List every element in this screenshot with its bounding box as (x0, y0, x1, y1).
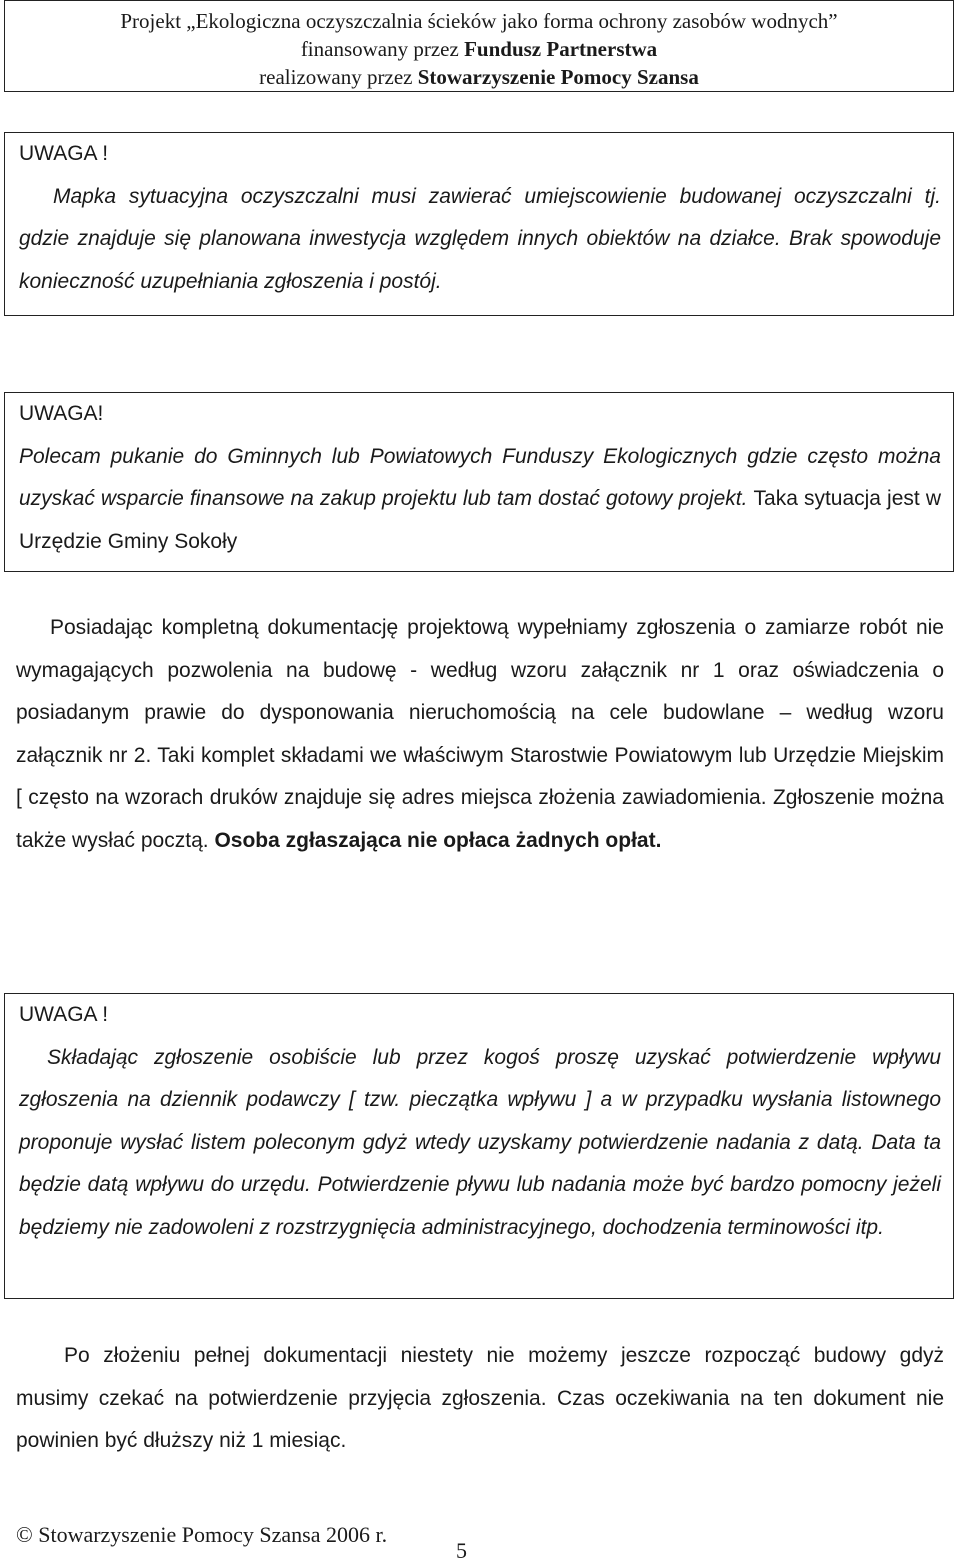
warning-text: Mapka sytuacyjna oczyszczalni musi zawierać umiejscowienie budowanej oczyszczalni tj. gdzie znajduje się planowana inwestycja względem innych obiektów na działce. Brak spowoduje konieczność uzupełniania zgłoszenia i postój. (19, 184, 941, 293)
organization-name: Stowarzyszenie Pomocy Szansa (417, 65, 699, 89)
header-line-2: finansowany przez Fundusz Partnerstwa (300, 37, 658, 61)
header-line-3: realizowany przez Stowarzyszenie Pomocy Szansa (259, 65, 699, 89)
warning-title: UWAGA! (19, 402, 104, 425)
warning-title: UWAGA ! (19, 1003, 109, 1026)
warning-box-confirmation (4, 993, 954, 1299)
final-paragraph: Po złożeniu pełnej dokumentacji niestety nie możemy jeszcze rozpocząć budowy gdyż musimy czekać na potwierdzenie przyjęcia zgłoszenia. Czas oczekiwania na ten dokument nie powinien być dłuższy niż 1 miesiąc. (16, 1344, 944, 1452)
project-header (4, 0, 954, 92)
footer-copyright: © Stowarzyszenie Pomocy Szansa 2006 r. (16, 1522, 388, 1547)
warning-text: Polecam pukanie do Gminnych lub Powiatowych Funduszy Ekologicznych gdzie często można uzyskać wsparcie finansowe na zakup projektu lub tam dostać gotowy projekt. Taka sytuacja jest w Urzędzie Gminy Sokoły (19, 444, 941, 553)
header-line-1: Projekt „Ekologiczna oczyszczalnia ścieków jako forma ochrony zasobów wodnych” (120, 9, 838, 33)
warning-box-funding (4, 392, 954, 572)
warning-box-site-map (4, 132, 954, 316)
fee-notice: Osoba zgłaszająca nie opłaca żadnych opłat. (214, 828, 662, 852)
warning-title: UWAGA ! (19, 142, 109, 165)
funder-name: Fundusz Partnerstwa (464, 37, 658, 61)
main-paragraph: Posiadając kompletną dokumentację projektową wypełniamy zgłoszenia o zamiarze robót nie wymagających pozwolenia na budowę - według wzoru załącznik nr 1 oraz oświadczenia o posiadanym prawie do dysponowania nieruchomością na cele budowlane – według wzoru załącznik nr 2. Taki komplet składami we właściwym Starostwie Powiatowym lub Urzędzie Miejskim [ często na wzorach druków znajduje się adres miejsca złożenia zawiadomienia. Zgłoszenie można także wysłać pocztą. Osoba zgłaszająca nie opłaca żadnych opłat. (16, 616, 944, 852)
page-number: 5 (456, 1538, 467, 1563)
warning-text: Składając zgłoszenie osobiście lub przez kogoś proszę uzyskać potwierdzenie wpływu zgłoszenia na dziennik podawczy [ tzw. pieczątka wpływu ] a w przypadku wysłania listownego proponuje wysłać listem poleconym gdyż wtedy uzyskamy potwierdzenie nadania z datą. Data ta będzie datą wpływu do urzędu. Potwierdzenie pływu lub nadania może być bardzo pomocny jeżeli będziemy nie zadowoleni z rozstrzygnięcia administracyjnego, dochodzenia terminowości itp. (19, 1045, 941, 1239)
